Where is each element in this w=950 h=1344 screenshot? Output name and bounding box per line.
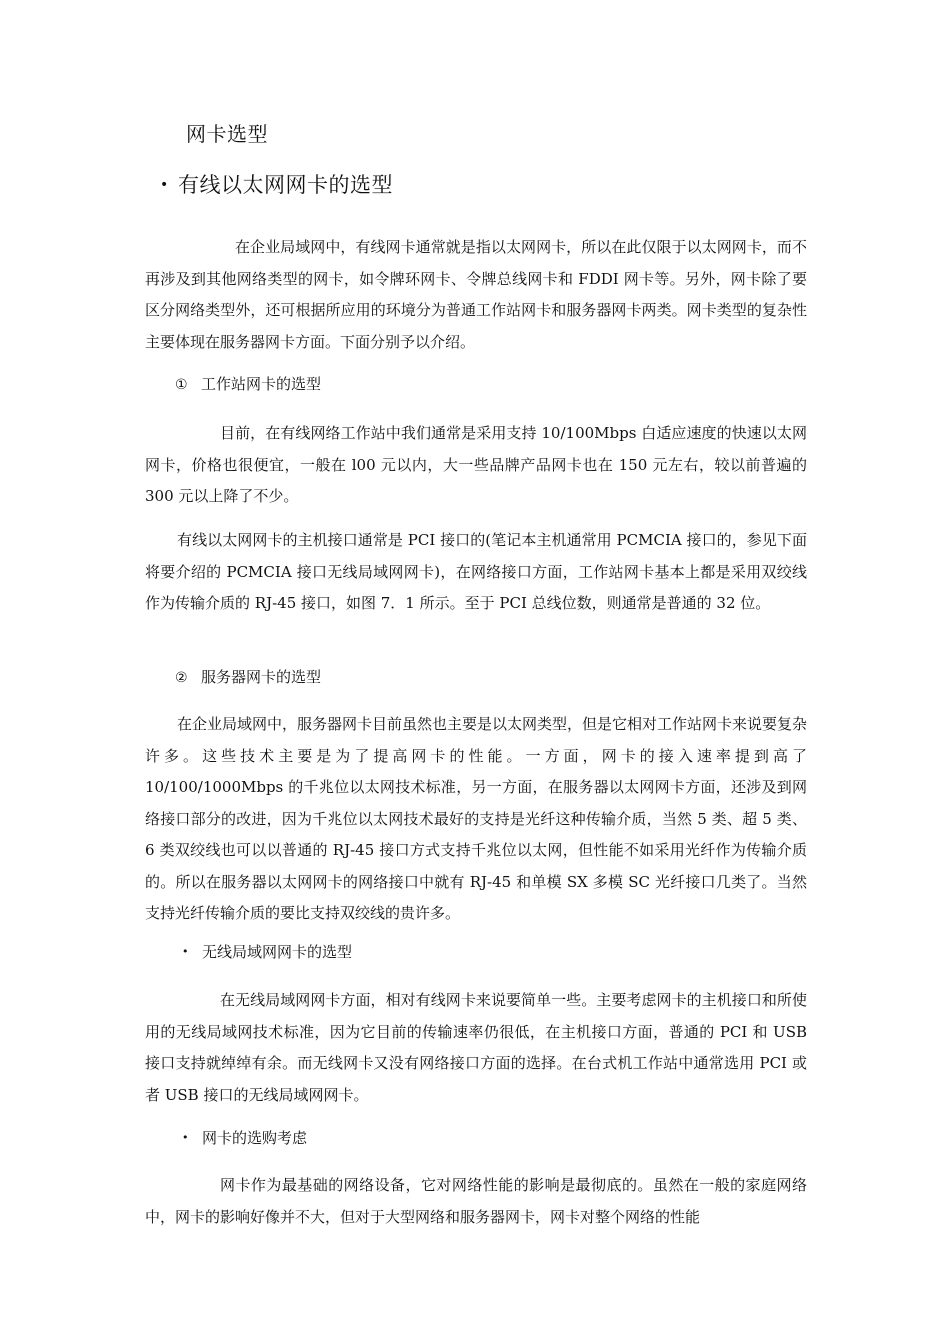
bullet-icon: • xyxy=(182,945,189,958)
server-paragraph: 在企业局域网中，服务器网卡目前虽然也主要是以太网类型，但是它相对工作站网卡来说要复杂许多。这些技术主要是为了提高网卡的性能。一方面，网卡的接入速率提到高了 10/100/1000Mbps 的千兆位以太网技术标准，另一方面，在服务器以太网网卡方面，还涉及到网络接口部分的改进，因为千兆位以太网技术最好的支持是光纤这种传输介质，当然 5 类、超 5 类、6 类双绞线也可以以普通的 RJ-45 接口方式支持千兆位以太网，但性能不如采用光纤作为传输介质的。所以在服务器以太网网卡的网络接口中就有 RJ-45 和单模 SX 多模 SC 光纤接口几类了。当然支持光纤传输介质的要比支持双绞线的贵许多。 xyxy=(145,715,808,922)
document-title: 网卡选型 xyxy=(186,122,268,146)
wireless-heading xyxy=(182,940,352,964)
bullet-icon: • xyxy=(160,177,169,193)
wireless-paragraph: 在无线局域网网卡方面，相对有线网卡来说要简单一些。主要考虑网卡的主机接口和所使用的无线局域网技术标准，因为它目前的传输速率仍很低，在主机接口方面，普通的 PCI 和 USB 接口支持就绰绰有余。而无线网卡又没有网络接口方面的选择。在台式机工作站中通常选用 PCI 或者 USB 接口的无线局域网网卡。 xyxy=(145,991,807,1104)
workstation-paragraph-2: 有线以太网网卡的主机接口通常是 PCI 接口的(笔记本主机通常用 PCMCIA 接口的，参见下面将要介绍的 PCMCIA 接口无线局域网网卡)，在网络接口方面，工作站网卡基本上都是采用双绞线作为传输介质的 RJ-45 接口，如图 7．1 所示。至于 PCI 总线位数，则通常是普通的 32 位。 xyxy=(145,531,807,612)
wireless-heading-text: 无线局域网网卡的选型 xyxy=(202,943,353,961)
section-heading-text: 有线以太网网卡的选型 xyxy=(178,173,393,197)
subsection-workstation-text: 工作站网卡的选型 xyxy=(201,375,322,393)
subsection-workstation-heading xyxy=(175,372,321,397)
bullet-icon: • xyxy=(182,1131,189,1144)
circled-one-icon: ① xyxy=(175,377,188,393)
workstation-paragraph-1: 目前，在有线网络工作站中我们通常是采用支持 10/100Mbps 白适应速度的快速以太网网卡，价格也很便宜，一般在 l00 元以内，大一些品牌产品网卡也在 150 元左右，较以前普遍的 300 元以上降了不少。 xyxy=(145,424,807,505)
purchase-heading xyxy=(182,1126,307,1150)
intro-paragraph: 在企业局域网中，有线网卡通常就是指以太网网卡，所以在此仅限于以太网网卡，而不再涉及到其他网络类型的网卡，如令牌环网卡、令牌总线网卡和 FDDI 网卡等。另外，网卡除了要区分网络类型外，还可根据所应用的环境分为普通工作站网卡和服务器网卡两类。网卡类型的复杂性主要体现在服务器网卡方面。下面分别予以介绍。 xyxy=(145,238,807,351)
circled-two-icon: ② xyxy=(175,670,188,686)
section-heading-wired xyxy=(160,170,393,200)
purchase-paragraph: 网卡作为最基础的网络设备，它对网络性能的影响是最彻底的。虽然在一般的家庭网络中，网卡的影响好像并不大，但对于大型网络和服务器网卡，网卡对整个网络的性能 xyxy=(145,1176,807,1226)
purchase-heading-text: 网卡的选购考虑 xyxy=(202,1129,308,1147)
subsection-server-heading xyxy=(175,665,321,690)
subsection-server-text: 服务器网卡的选型 xyxy=(201,668,322,686)
